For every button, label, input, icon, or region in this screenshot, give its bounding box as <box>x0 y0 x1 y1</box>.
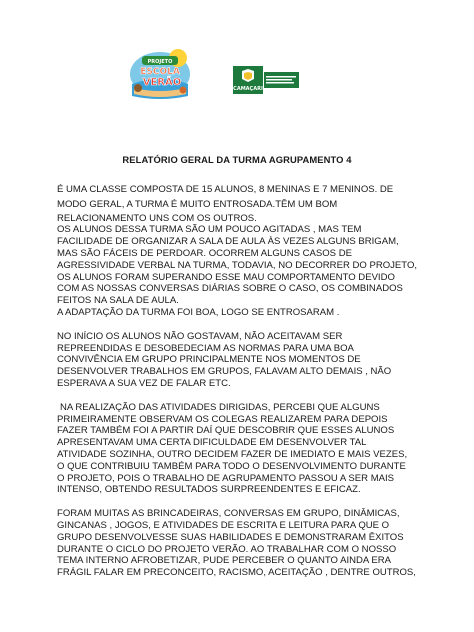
svg-text:VERÃO: VERÃO <box>142 77 182 88</box>
body-line: FACILIDADE DE ORGANIZAR A SALA DE AULA ÀS VEZES ALGUNS BRIGAM, <box>57 236 399 248</box>
body-line: NA REALIZAÇÃO DAS ATIVIDADES DIRIGIDAS, PERCEBI QUE ALGUNS <box>60 401 380 413</box>
body-line: DESENVOLVER TRABALHOS EM GRUPOS, FALAVAM ALTO DEMAIS , NÃO <box>57 366 392 378</box>
body-line: MAS SÃO FÁCEIS DE PERDOAR. OCORREM ALGUNS CASOS DE <box>57 247 352 259</box>
body-line: A ADAPTAÇÃO DA TURMA FOI BOA, LOGO SE ENTROSARAM . <box>57 306 340 318</box>
body-line: DURANTE O CICLO DO PROJETO VERÃO. AO TRABALHAR COM O NOSSO <box>57 543 397 555</box>
body-line: AGRESSIVIDADE VERBAL NA TURMA, TODAVIA, NO DECORRER DO PROJETO, <box>57 259 418 271</box>
body-line: RELACIONAMENTO UNS COM OS OUTROS. <box>57 212 257 224</box>
svg-text:ESCOLA: ESCOLA <box>140 67 180 77</box>
body-line: FORAM MUITAS AS BRINCADEIRAS, CONVERSAS EM GRUPO, DINÂMICAS, <box>57 508 400 520</box>
body-line: MODO GERAL, A TURMA É MUITO ENTROSADA.TÊM UM BOM <box>57 198 338 210</box>
body-line: REPREENDIDAS E DESOBEDECIAM AS NORMAS PARA UMA BOA <box>57 342 354 354</box>
body-line: GINCANAS , JOGOS, E ATIVIDADES DE ESCRITA E LEITURA PARA QUE O <box>57 519 390 531</box>
body-line: OS ALUNOS FORAM SUPERANDO ESSE MAU COMPORTAMENTO DEVIDO <box>57 271 395 283</box>
body-line: ATIVIDADE SOZINHA, OUTRO DECIDEM FAZER DE IMEDIATO E MAIS VEZES, <box>57 448 408 460</box>
report-body <box>57 184 419 579</box>
body-line: GRUPO DESENVOLVESSE SUAS HABILIDADES E DEMONSTRARAM ÊXITOS <box>57 531 404 543</box>
body-line: APRESENTAVAM UMA CERTA DIFICULDADE EM DESENVOLVER TAL <box>57 437 367 449</box>
escola-verao-logo <box>128 44 192 100</box>
body-line: O PROJETO, POIS O TRABALHO DE AGRUPAMENTO PASSOU A SER MAIS <box>57 472 395 484</box>
svg-text:CAMAÇARI: CAMAÇARI <box>233 86 263 92</box>
body-line: OS ALUNOS DESSA TURMA SÃO UM POUCO AGITADAS , MAS TEM <box>57 224 362 236</box>
body-line: FAZER TAMBÉM FOI A PARTIR DAÍ QUE DESCOBRIR QUE ESSES ALUNOS <box>57 425 395 437</box>
body-line: ESPERAVA A SUA VEZ DE FALAR ETC. <box>57 377 231 389</box>
body-line: É UMA CLASSE COMPOSTA DE 15 ALUNOS, 8 MENINAS E 7 MENINOS. DE <box>57 184 394 195</box>
camacari-logo <box>233 66 299 94</box>
body-line: INTENSO, OBTENDO RESULTADOS SURPREENDENTES E EFICAZ. <box>57 484 361 496</box>
body-line: O QUE CONTRIBUIU TAMBÉM PARA TODO O DESENVOLVIMENTO DURANTE <box>57 460 406 472</box>
report-title: RELATÓRIO GERAL DA TURMA AGRUPAMENTO 4 <box>122 154 352 165</box>
body-line: PRIMEIRAMENTE OBSERVAM OS COLEGAS REALIZAREM PARA DEPOIS <box>57 413 388 425</box>
svg-text:PROJETO: PROJETO <box>147 59 173 65</box>
body-line: TEMA INTERNO AFROBETIZAR, PUDE PERCEBER O QUANTO AINDA ERA <box>57 555 392 567</box>
body-line: COM AS NOSSAS CONVERSAS DIÁRIAS SOBRE O CASO, OS COMBINADOS <box>57 283 403 295</box>
body-line: CONVIVÊNCIA EM GRUPO PRINCIPALMENTE NOS MOMENTOS DE <box>57 354 361 366</box>
body-line: NO INÍCIO OS ALUNOS NÃO GOSTAVAM, NÃO ACEITAVAM SER <box>57 330 343 342</box>
body-line: FEITOS NA SALA DE AULA. <box>57 295 179 307</box>
body-line: FRÁGIL FALAR EM PRECONCEITO, RACISMO, ACEITAÇÃO , DENTRE OUTROS, <box>57 567 416 579</box>
